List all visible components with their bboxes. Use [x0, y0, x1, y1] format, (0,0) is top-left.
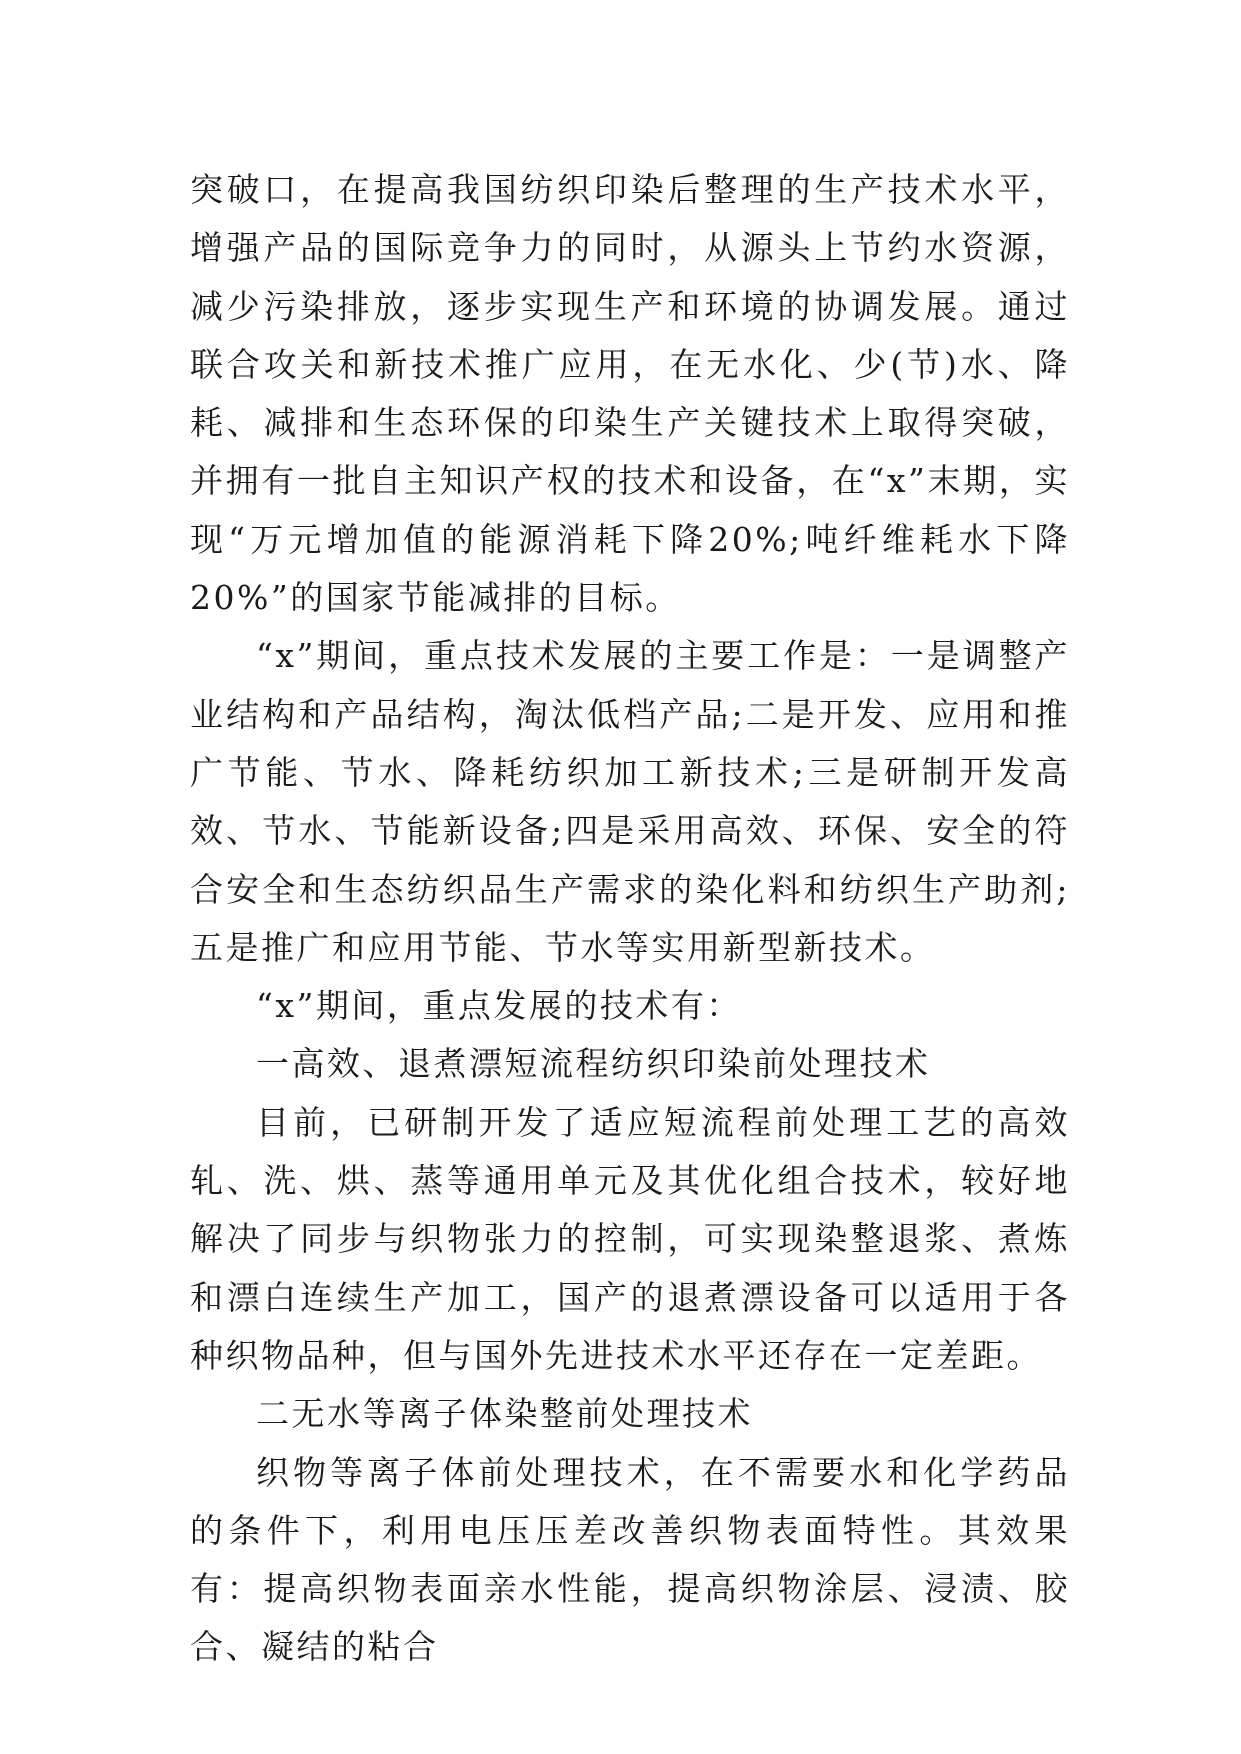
document-body — [190, 161, 1070, 1677]
paragraph-pretreatment-status: 目前，已研制开发了适应短流程前处理工艺的高效轧、洗、烘、蒸等通用单元及其优化组合技术，较好地解决了同步与织物张力的控制，可实现染整退浆、煮炼和漂白连续生产加工，国产的退煮漂设备可以适用于各种织物品种，但与国外先进技术水平还存在一定差距。 — [190, 1102, 1070, 1375]
paragraph-plasma-technology: 织物等离子体前处理技术，在不需要水和化学药品的条件下，利用电压压差改善织物表面特性。其效果有：提高织物表面亲水性能，提高织物涂层、浸渍、胶合、凝结的粘合 — [190, 1452, 1070, 1667]
paragraph-main-work: “x”期间，重点技术发展的主要工作是：一是调整产业结构和产品结构，淘汰低档产品;二是开发、应用和推广节能、节水、降耗纺织加工新技术;三是研制开发高效、节水、节能新设备;四是采用高效、环保、安全的符合安全和生态纺织品生产需求的染化料和纺织生产助剂;五是推广和应用节能、节水等实用新型新技术。 — [190, 636, 1070, 967]
paragraph-key-technologies-intro: “x”期间，重点发展的技术有： — [256, 986, 742, 1026]
paragraph-intro-continuation: 突破口，在提高我国纺织印染后整理的生产技术水平，增强产品的国际竞争力的同时，从源头上节约水资源，减少污染排放，逐步实现生产和环境的协调发展。通过联合攻关和新技术推广应用，在无水化、少(节)水、降耗、减排和生态环保的印染生产关键技术上取得突破，并拥有一批自主知识产权的技术和设备，在“x”末期，实现“万元增加值的能源消耗下降20%;吨纤维耗水下降20%”的国家节能减排的目标。 — [190, 170, 1070, 618]
section-heading-pretreatment: 一高效、退煮漂短流程纺织印染前处理技术 — [256, 1044, 931, 1084]
section-heading-plasma: 二无水等离子体染整前处理技术 — [256, 1394, 753, 1434]
